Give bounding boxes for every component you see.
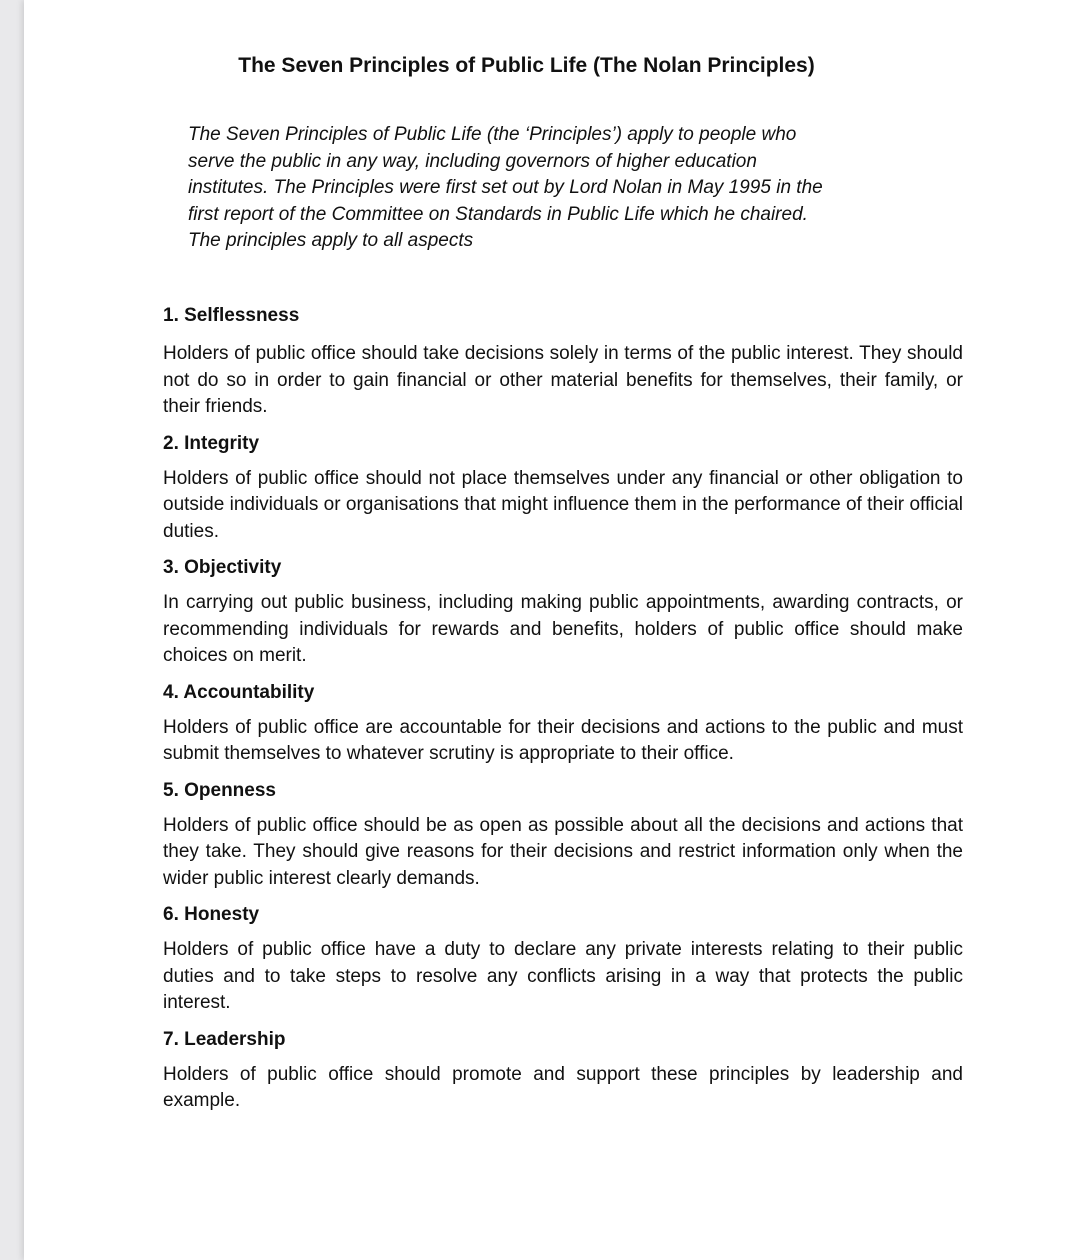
- principle-accountability: [163, 680, 963, 768]
- document-page: [24, 0, 1083, 1260]
- principle-integrity: [163, 431, 963, 546]
- principle-text: Holders of public office should take decisions solely in terms of the public interest. They should not do so in order to gain financial or other material benefits for themselves, their family, or their friends.: [163, 343, 963, 417]
- principle-heading: 2. Integrity: [163, 432, 260, 454]
- principle-heading: 4. Accountability: [163, 681, 315, 703]
- principle-leadership: [163, 1027, 963, 1115]
- principle-objectivity: [163, 555, 963, 670]
- principle-heading: 5. Openness: [163, 779, 276, 801]
- principles-list: [163, 303, 963, 1125]
- principle-heading: 6. Honesty: [163, 904, 260, 925]
- principle-text: Holders of public office are accountable for their decisions and actions to the public and must submit themselves to whatever scrutiny is appropriate to their office.: [163, 716, 963, 764]
- principle-heading: 3. Objectivity: [163, 557, 282, 578]
- principle-heading: 7. Leadership: [163, 1028, 286, 1050]
- principle-heading: 1. Selflessness: [163, 305, 300, 326]
- principle-text: Holders of public office should be as open as possible about all the decisions and actions that they take. They should give reasons for their decisions and restrict information only when the wider public interest clearly demands.: [163, 814, 963, 889]
- principle-text: Holders of public office should promote and support these principles by leadership and example.: [163, 1063, 963, 1111]
- principle-honesty: [163, 902, 963, 1017]
- principle-openness: [163, 778, 963, 893]
- principle-text: In carrying out public business, including making public appointments, awarding contracts, or recommending individuals for rewards and benefits, holders of public office should make choices on merit.: [163, 592, 963, 666]
- intro-paragraph: The Seven Principles of Public Life (the ‘Principles’) apply to people who serve the public in any way, including governors of higher education institutes. The Principles were first set out by Lord Nolan in May 1995 in the first report of the Committee on Standards in Public Life which he chaired. The principles apply to all aspects: [188, 124, 823, 251]
- document-title: [24, 54, 1083, 78]
- document-title-text: The Seven Principles of Public Life (The Nolan Principles): [238, 54, 815, 77]
- principle-text: Holders of public office have a duty to declare any private interests relating to their public duties and to take steps to resolve any conflicts arising in a way that protects the public interest.: [163, 939, 963, 1013]
- principle-text: Holders of public office should not place themselves under any financial or other obligation to outside individuals or organisations that might influence them in the performance of their official duties.: [163, 467, 963, 542]
- principle-selflessness: [163, 303, 963, 421]
